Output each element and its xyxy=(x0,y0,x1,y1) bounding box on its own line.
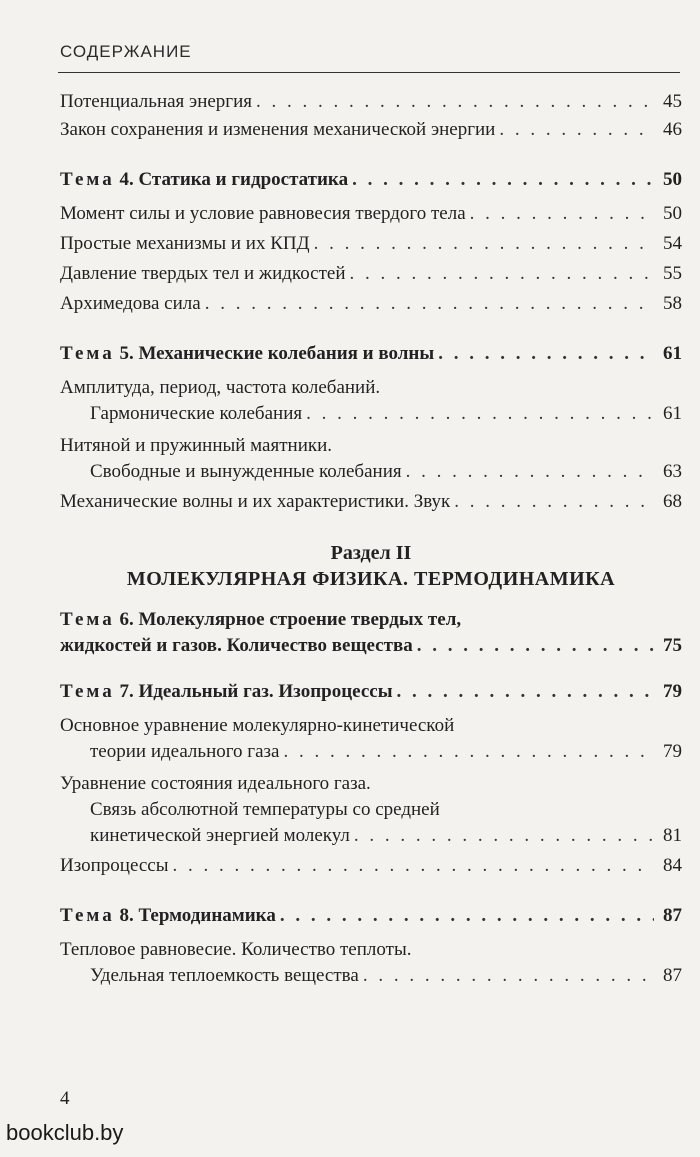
toc-entry xyxy=(60,714,682,764)
topic-label: Тема xyxy=(60,169,115,190)
leader-dots xyxy=(417,634,654,658)
topic-title-cont: жидкостей и газов. Количество вещества xyxy=(60,635,413,656)
toc-entry xyxy=(60,854,682,878)
toc-page-number: 61 xyxy=(663,343,682,364)
section-title: Раздел II xyxy=(330,542,412,564)
leader-dots xyxy=(280,904,654,928)
toc-entry-title-cont: Связь абсолютной температуры со средней xyxy=(90,799,440,820)
leader-dots xyxy=(173,854,655,878)
toc-page-number: 68 xyxy=(663,491,682,512)
toc-entry xyxy=(60,118,682,142)
toc-entry xyxy=(60,292,682,316)
toc-entry-title: Основное уравнение молекулярно-кинетической xyxy=(60,715,455,736)
leader-dots xyxy=(283,740,654,764)
topic-label: Тема xyxy=(60,681,115,702)
toc-entry-title-cont: Свободные и вынужденные колебания xyxy=(90,461,402,482)
topic-title: 8. Термодинамика xyxy=(119,905,276,926)
leader-dots xyxy=(470,202,654,226)
toc-page-number: 50 xyxy=(663,203,682,224)
toc-entry-title: Тепловое равновесие. Количество теплоты. xyxy=(60,939,412,960)
toc-entry xyxy=(60,490,682,514)
toc-page-number: 63 xyxy=(663,461,682,482)
leader-dots xyxy=(499,118,654,142)
topic-title: 5. Механические колебания и волны xyxy=(119,343,435,364)
leader-dots xyxy=(306,402,654,426)
leader-dots xyxy=(350,262,654,286)
toc-entry xyxy=(60,232,682,256)
toc-entry-title: Архимедова сила xyxy=(60,293,201,314)
toc-entry-title-cont: Гармонические колебания xyxy=(90,403,303,424)
toc-entry-title-cont: теории идеального газа xyxy=(90,741,280,762)
toc-topic xyxy=(60,680,682,704)
toc-page-number: 75 xyxy=(663,635,682,656)
toc-topic xyxy=(60,904,682,928)
toc-page-number: 79 xyxy=(663,681,682,702)
toc-entry xyxy=(60,90,682,114)
toc-entry-title: Уравнение состояния идеального газа. xyxy=(60,773,371,794)
section-heading xyxy=(60,540,682,592)
toc-entry xyxy=(60,434,682,484)
header-rule xyxy=(58,72,680,73)
page-folio: 4 xyxy=(60,1088,70,1109)
leader-dots xyxy=(406,460,654,484)
toc-entry xyxy=(60,772,682,848)
leader-dots xyxy=(438,342,654,366)
toc-page-number: 45 xyxy=(663,91,682,112)
toc-entry-title: Потенциальная энергия xyxy=(60,91,253,112)
watermark: bookclub.by xyxy=(6,1120,124,1145)
toc-page-number: 79 xyxy=(663,741,682,762)
toc-entry xyxy=(60,202,682,226)
toc-entry-title-cont: Удельная теплоемкость вещества xyxy=(90,965,359,986)
toc-page-number: 61 xyxy=(663,403,682,424)
toc-page-number: 87 xyxy=(663,965,682,986)
leader-dots xyxy=(397,680,654,704)
section-subtitle: МОЛЕКУЛЯРНАЯ ФИЗИКА. ТЕРМОДИНАМИКА xyxy=(126,568,616,590)
leader-dots xyxy=(363,964,654,988)
toc-page-number: 54 xyxy=(663,233,682,254)
topic-title: 7. Идеальный газ. Изопроцессы xyxy=(119,681,393,702)
leader-dots xyxy=(205,292,654,316)
toc-topic xyxy=(60,608,682,658)
topic-title: 4. Статика и гидростатика xyxy=(119,169,349,190)
leader-dots xyxy=(352,168,654,192)
toc-entry-title: Закон сохранения и изменения механической энергии xyxy=(60,119,496,140)
toc-entry-title: Нитяной и пружинный маятники. xyxy=(60,435,333,456)
toc-page-number: 46 xyxy=(663,119,682,140)
topic-label: Тема xyxy=(60,609,115,630)
toc-entry-title: Давление твердых тел и жидкостей xyxy=(60,263,346,284)
toc-entry-title: Изопроцессы xyxy=(60,855,169,876)
topic-title: 6. Молекулярное строение твердых тел, xyxy=(119,609,462,630)
leader-dots xyxy=(354,824,654,848)
toc-topic xyxy=(60,342,682,366)
toc-entry-title-cont: кинетической энергией молекул xyxy=(90,825,350,846)
topic-label: Тема xyxy=(60,343,115,364)
leader-dots xyxy=(256,90,654,114)
toc-entry xyxy=(60,376,682,426)
toc-page-number: 87 xyxy=(663,905,682,926)
toc-entry-title: Простые механизмы и их КПД xyxy=(60,233,310,254)
toc-page-number: 58 xyxy=(663,293,682,314)
toc-topic xyxy=(60,168,682,192)
toc-entry xyxy=(60,262,682,286)
running-head: СОДЕРЖАНИЕ xyxy=(60,42,192,61)
toc-entry xyxy=(60,938,682,988)
toc-page-number: 81 xyxy=(663,825,682,846)
toc-entry-title: Момент силы и условие равновесия твердого тела xyxy=(60,203,466,224)
toc-entry-title: Амплитуда, период, частота колебаний. xyxy=(60,377,381,398)
leader-dots xyxy=(454,490,654,514)
toc-entry-title: Механические волны и их характеристики. Звук xyxy=(60,491,451,512)
toc-page-number: 84 xyxy=(663,855,682,876)
topic-label: Тема xyxy=(60,905,115,926)
toc-page-number: 50 xyxy=(663,169,682,190)
table-of-contents xyxy=(60,88,682,988)
leader-dots xyxy=(314,232,654,256)
toc-page-number: 55 xyxy=(663,263,682,284)
